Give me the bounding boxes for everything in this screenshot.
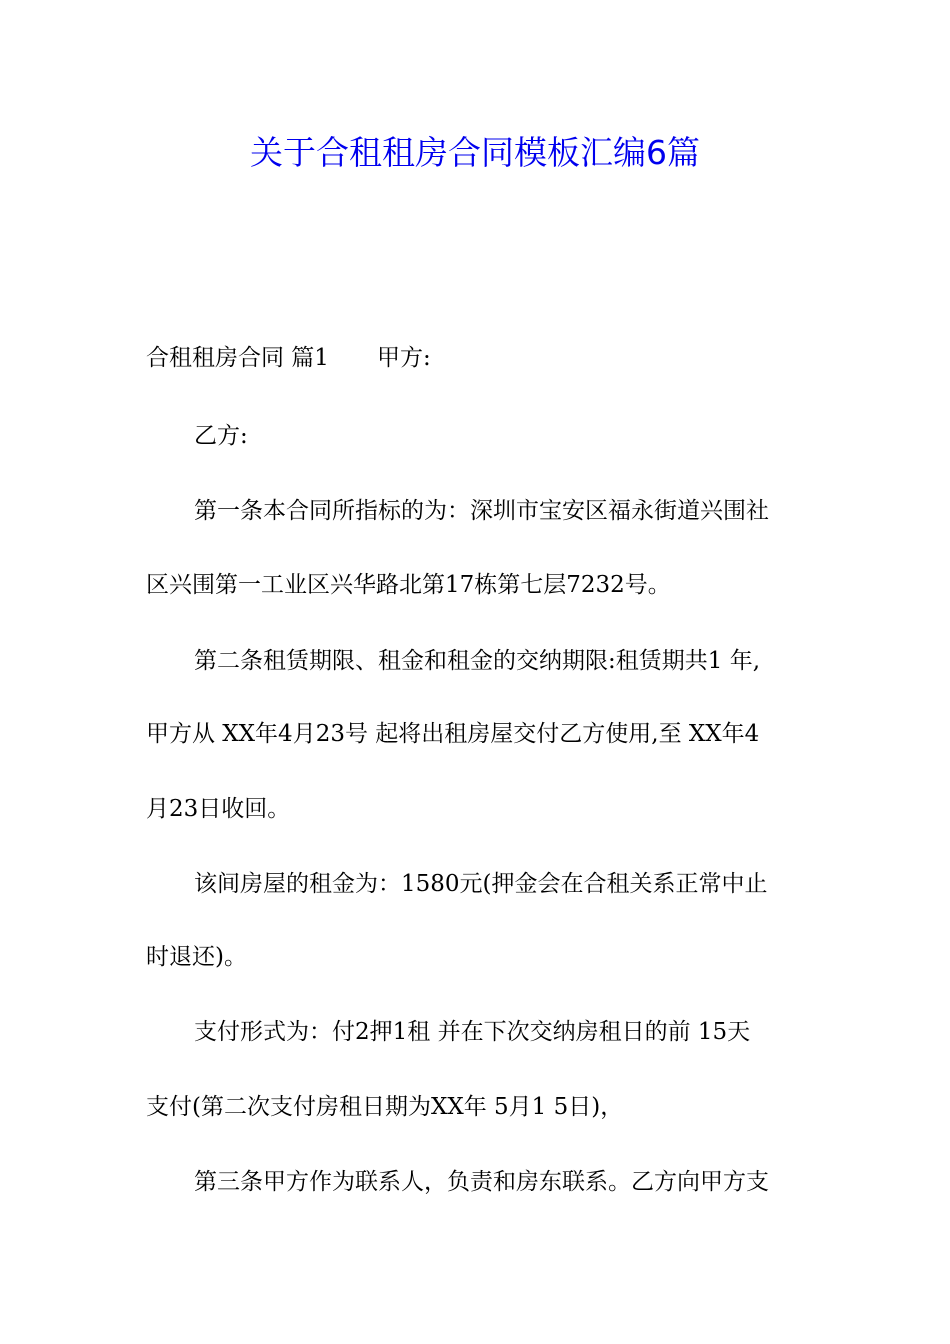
article-1-line-2: 区兴围第一工业区兴华路北第17栋第七层7232号。 <box>146 572 671 598</box>
article-2-line-3: 月23日收回。 <box>146 796 291 822</box>
payment-line-1: 支付形式为：付2押1租 并在下次交纳房租日的前 15天 <box>194 1019 751 1045</box>
section-heading: 合租租房合同 篇1 <box>146 345 329 371</box>
article-2-line-2: 甲方从 XX年4月23号 起将出租房屋交付乙方使用,至 XX年4 <box>146 721 760 747</box>
document-title: 关于合租租房合同模板汇编6篇 <box>250 133 700 172</box>
rent-line-1: 该间房屋的租金为：1580元(押金会在合租关系正常中止 <box>194 871 768 897</box>
party-b-label: 乙方: <box>194 423 248 449</box>
rent-line-2: 时退还)。 <box>146 944 247 970</box>
section-heading-line <box>146 343 816 373</box>
payment-line-2: 支付(第二次支付房租日期为XX年 5月1 5日)， <box>146 1094 624 1120</box>
article-2-line-1: 第二条租赁期限、租金和租金的交纳期限:租赁期共1 年, <box>194 648 761 674</box>
article-1-line-1: 第一条本合同所指标的为：深圳市宝安区福永街道兴围社 <box>194 498 769 524</box>
article-3-line-1: 第三条甲方作为联系人，负责和房东联系。乙方向甲方支 <box>194 1169 769 1195</box>
party-a-label: 甲方: <box>376 345 431 371</box>
